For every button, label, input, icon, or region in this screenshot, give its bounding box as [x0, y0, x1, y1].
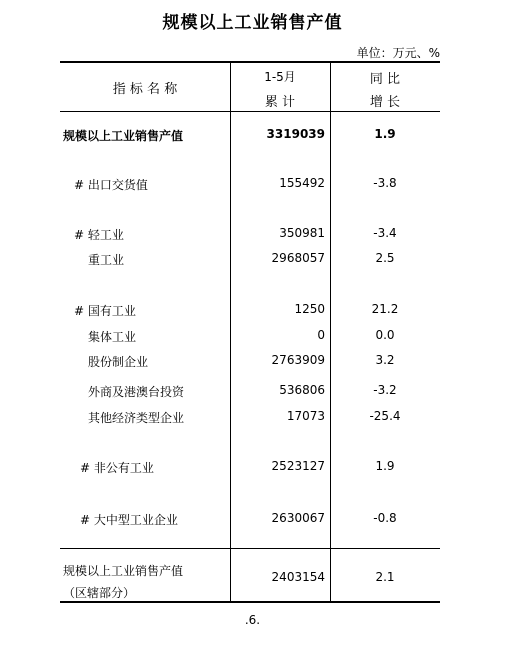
row-name: # 轻工业: [74, 228, 124, 242]
header-period-line1: 1-5月: [264, 70, 296, 84]
row-name: 外商及港澳台投资: [88, 385, 185, 399]
row-name: 重工业: [88, 253, 125, 267]
row-name: # 非公有工业: [80, 461, 154, 475]
row-value: 350981: [279, 226, 325, 240]
row-value: 3319039: [266, 127, 325, 141]
row-growth: 2.5: [375, 251, 395, 265]
row-growth: 0.0: [375, 328, 395, 342]
row-growth: 21.2: [371, 302, 399, 316]
row-name: 规模以上工业销售产值: [63, 129, 184, 143]
row-growth: -3.8: [373, 176, 397, 190]
row-growth: 3.2: [375, 353, 395, 367]
row-growth: -3.2: [373, 383, 397, 397]
header-indicator-name: 指 标 名 称: [112, 82, 178, 97]
row-name: 其他经济类型企业: [88, 411, 185, 425]
table-top-rule: [60, 61, 440, 63]
row-growth: 1.9: [374, 127, 396, 141]
row-value: 2968057: [271, 251, 325, 265]
unit-label: 单位：万元、%: [356, 46, 440, 60]
row-growth: 1.9: [375, 459, 395, 473]
table-bottom-rule: [60, 601, 440, 603]
row-growth: -3.4: [373, 226, 397, 240]
row-value: 2403154: [271, 570, 325, 584]
page-number: .6.: [244, 613, 261, 627]
row-name: 集体工业: [88, 330, 137, 344]
header-bottom-rule: [60, 111, 440, 112]
section-rule: [60, 548, 440, 549]
row-name: 股份制企业: [88, 355, 149, 369]
row-value: 1250: [294, 302, 325, 316]
row-value: 155492: [279, 176, 325, 190]
page-title: 规模以上工业销售产值: [162, 13, 343, 33]
row-growth: 2.1: [375, 570, 395, 584]
header-growth-line2: 增 长: [369, 95, 401, 110]
header-period-line2: 累 计: [264, 95, 296, 110]
row-value: 2523127: [271, 459, 325, 473]
row-growth: -0.8: [373, 511, 397, 525]
header-growth-line1: 同 比: [369, 72, 401, 87]
row-value: 2630067: [271, 511, 325, 525]
row-value: 17073: [286, 409, 325, 423]
row-name: 规模以上工业销售产值: [63, 564, 184, 578]
row-name: # 国有工业: [74, 304, 136, 318]
row-name: # 出口交货值: [74, 178, 148, 192]
row-value: 536806: [279, 383, 325, 397]
row-value: 0: [317, 328, 325, 342]
row-name: # 大中型工业企业: [80, 513, 178, 527]
row-value: 2763909: [271, 353, 325, 367]
row-name-subtitle: （区辖部分）: [63, 586, 136, 600]
row-growth: -25.4: [369, 409, 401, 423]
